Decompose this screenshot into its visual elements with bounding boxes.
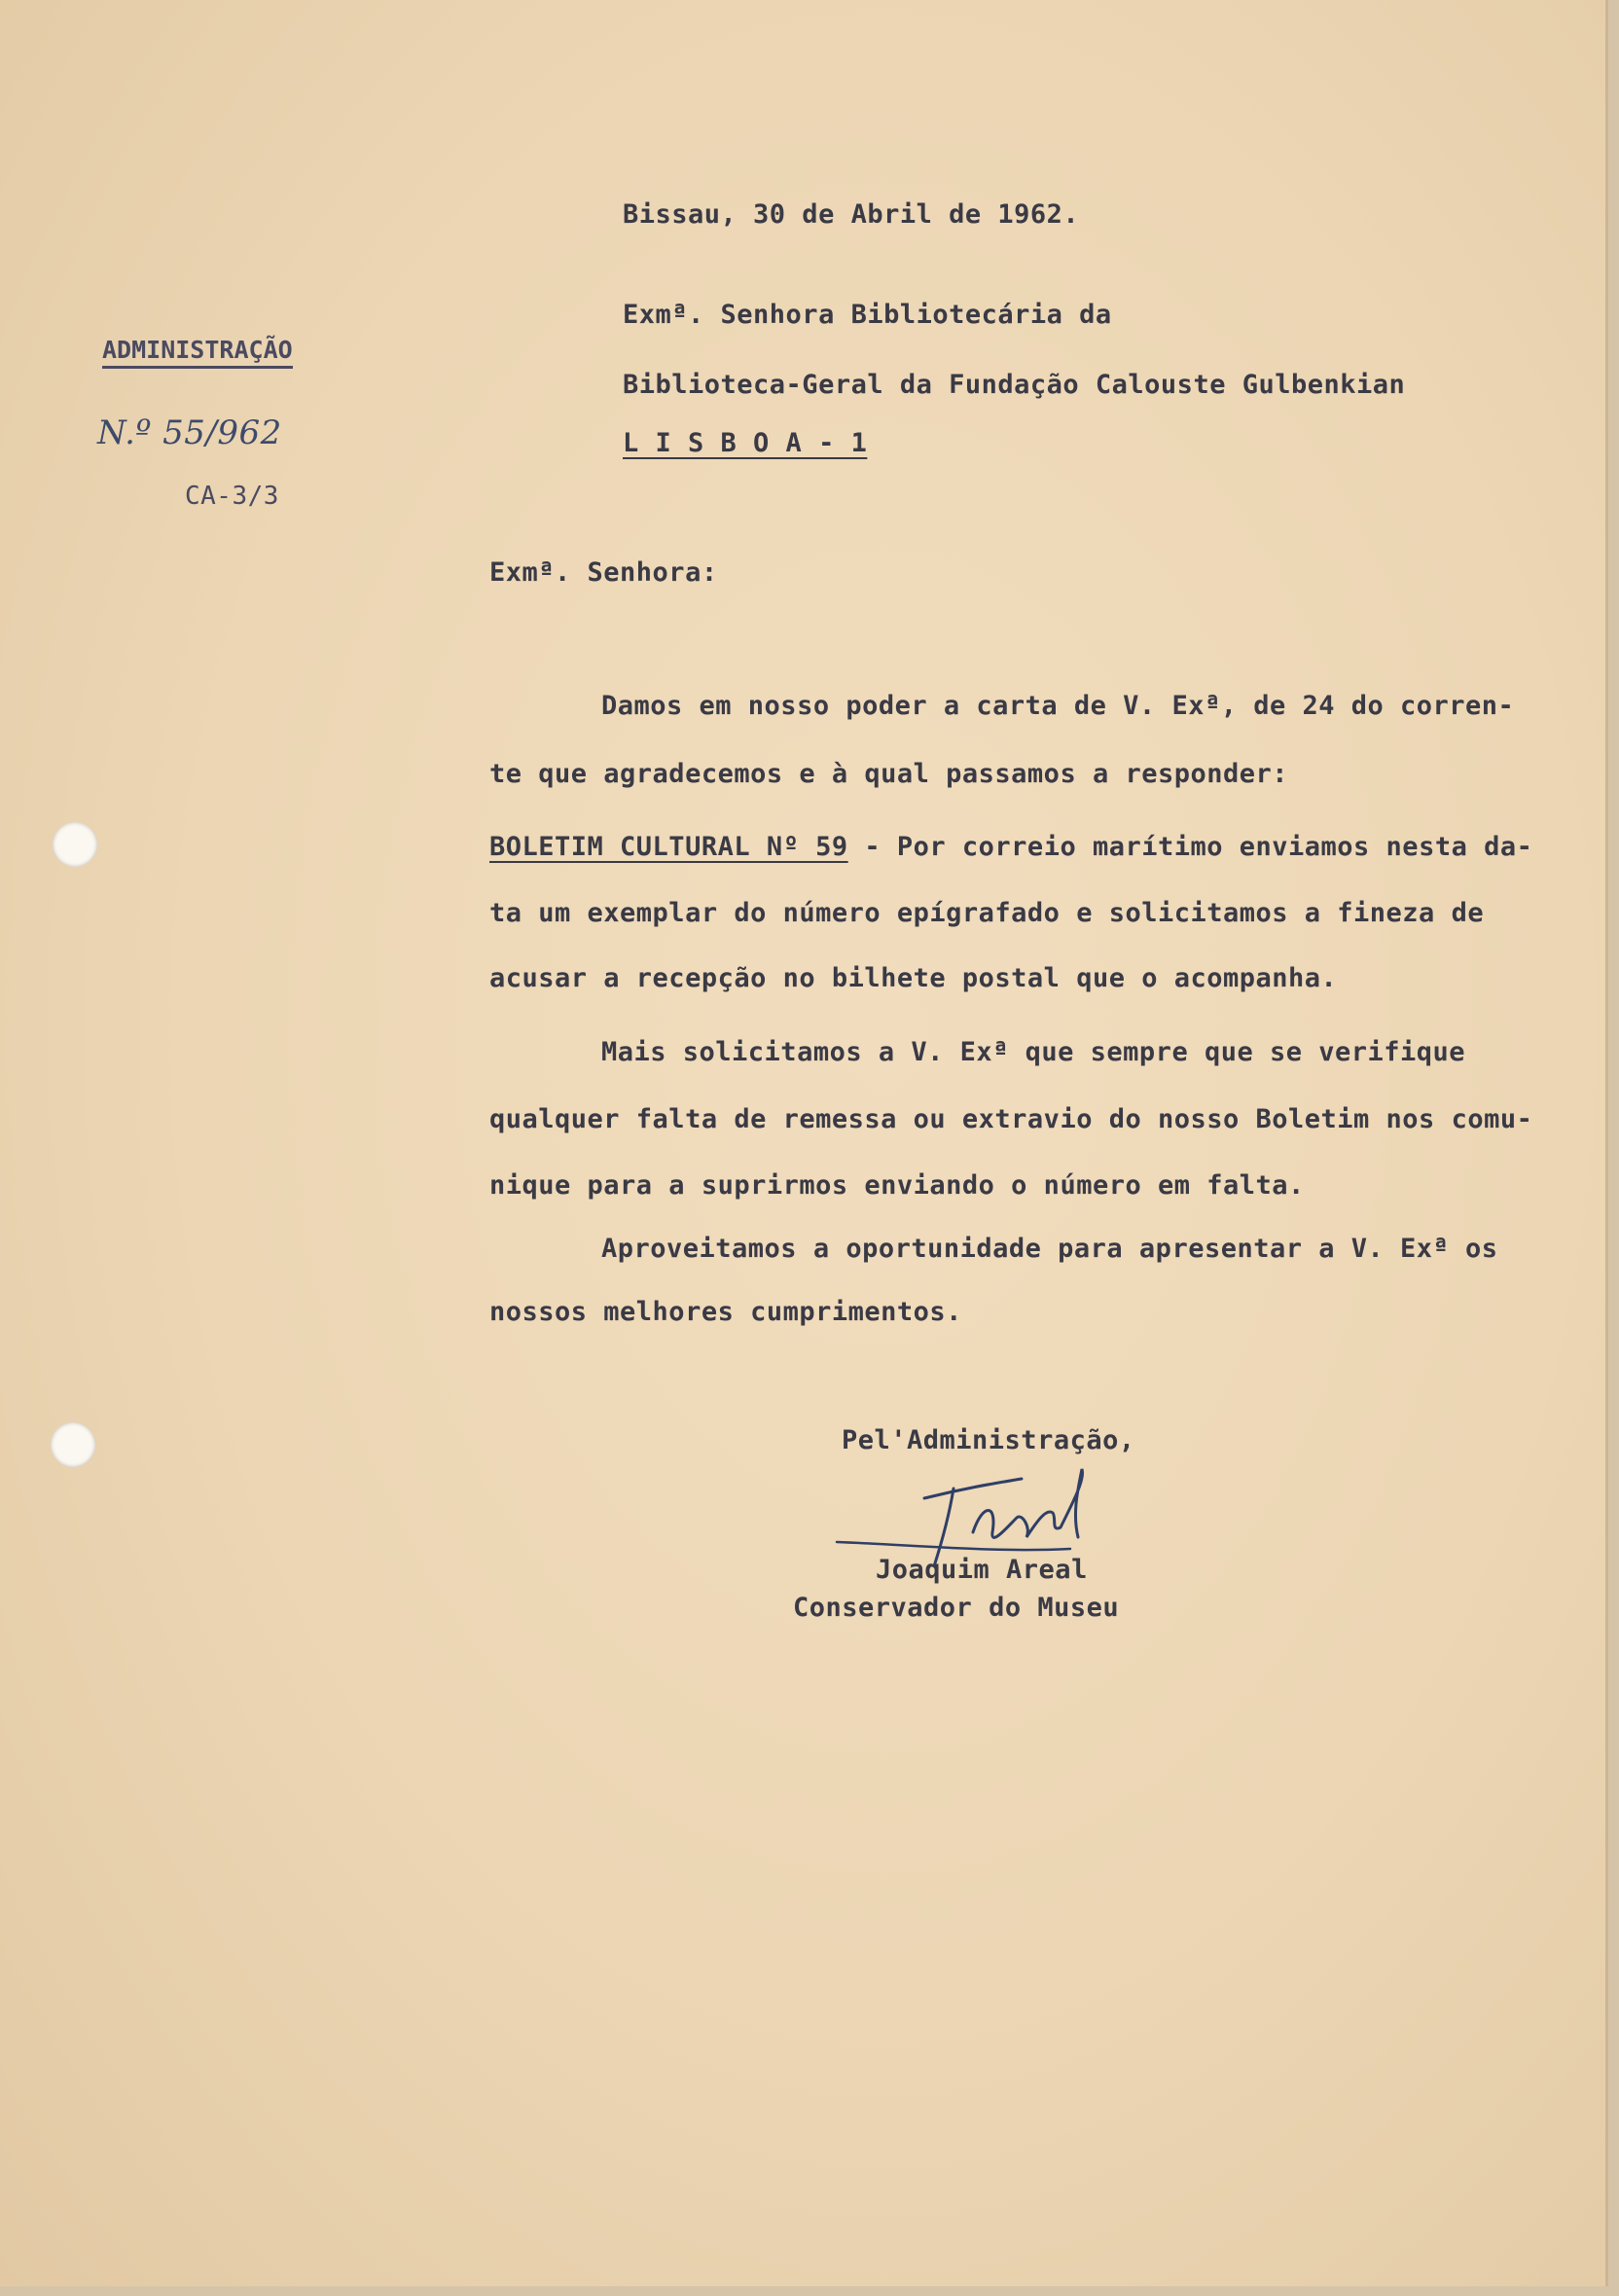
paragraph-3-line-2: qualquer falta de remessa ou extravio do nosso Boletim nos comu-	[489, 1104, 1533, 1134]
paragraph-4-line-1: Aproveitamos a oportunidade para apresentar a V. Exª os	[601, 1234, 1498, 1264]
paragraph-2-line-2: ta um exemplar do número epígrafado e solicitamos a fineza de	[489, 898, 1485, 928]
paragraph-2-line-3: acusar a recepção no bilhete postal que o acompanha.	[489, 963, 1338, 993]
bulletin-label: BOLETIM CULTURAL Nº 59	[489, 832, 848, 862]
sign-off: Pel'Administração,	[842, 1425, 1135, 1455]
paragraph-2-line-1	[489, 832, 1532, 862]
place-date: Bissau, 30 de Abril de 1962.	[623, 199, 1080, 230]
department-label: ADMINISTRAÇÃO	[102, 336, 293, 369]
signatory-name: Joaquim Areal	[876, 1555, 1088, 1585]
punch-hole-top	[53, 822, 97, 867]
paragraph-1-line-1: Damos em nosso poder a carta de V. Exª, de 24 do corren-	[601, 691, 1515, 721]
reference-number: N.º 55/962	[97, 413, 282, 452]
reference-code: CA-3/3	[185, 482, 279, 511]
paragraph-1-line-2: te que agradecemos e à qual passamos a responder:	[489, 759, 1289, 789]
punch-hole-bottom	[51, 1422, 95, 1467]
addressee-line-2: Biblioteca-Geral da Fundação Calouste Gulbenkian	[623, 370, 1406, 400]
signatory-title: Conservador do Museu	[793, 1593, 1120, 1623]
paragraph-3-line-3: nique para a suprirmos enviando o número em falta.	[489, 1170, 1305, 1201]
paragraph-2-line-1-rest: - Por correio marítimo enviamos nesta da-	[847, 832, 1533, 862]
salutation: Exmª. Senhora:	[489, 557, 718, 588]
paragraph-4-line-2: nossos melhores cumprimentos.	[489, 1297, 962, 1327]
addressee-line-1: Exmª. Senhora Bibliotecária da	[623, 300, 1112, 330]
addressee-city: L I S B O A - 1	[623, 428, 868, 458]
paragraph-3-line-1: Mais solicitamos a V. Exª que sempre que se verifique	[601, 1037, 1466, 1067]
